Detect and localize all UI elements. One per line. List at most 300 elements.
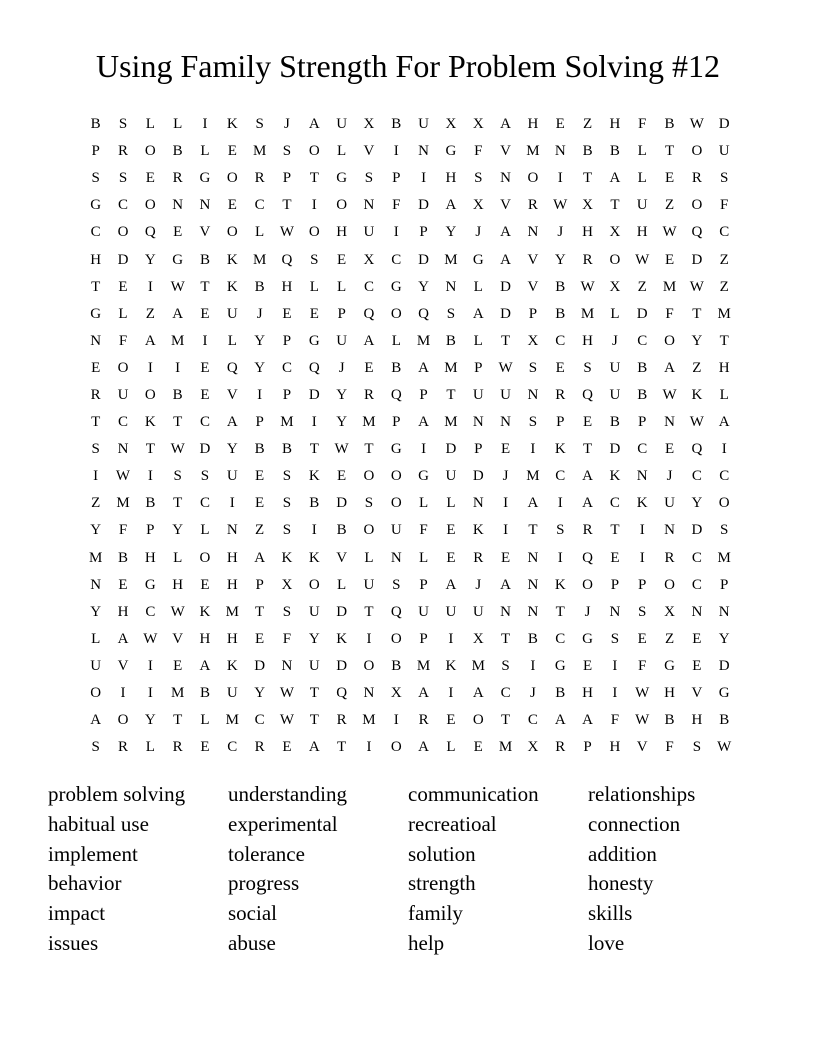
- grid-letter: M: [280, 414, 294, 431]
- grid-letter: B: [336, 522, 347, 539]
- grid-letter: A: [117, 630, 129, 647]
- grid-letter: I: [120, 685, 126, 702]
- grid-letter: G: [472, 251, 484, 268]
- grid-letter: I: [448, 630, 454, 647]
- grid-letter: U: [117, 386, 129, 403]
- grid-letter: Y: [144, 251, 156, 268]
- grid-letter: W: [334, 441, 349, 458]
- grid-letter: X: [363, 251, 375, 268]
- grid-letter: I: [147, 685, 153, 702]
- grid-letter: O: [582, 576, 593, 593]
- grid-letter: M: [471, 657, 485, 674]
- grid-letter: I: [147, 468, 153, 485]
- grid-letter: O: [117, 712, 129, 729]
- word-list-item: implement: [48, 841, 138, 866]
- grid-letter: H: [117, 603, 129, 620]
- grid-letter: C: [609, 495, 620, 512]
- grid-letter: J: [475, 576, 482, 593]
- grid-letter: O: [527, 170, 539, 187]
- grid-letter: E: [309, 305, 319, 322]
- grid-letter: S: [364, 495, 374, 512]
- grid-letter: O: [117, 359, 129, 376]
- grid-letter: W: [635, 685, 650, 702]
- grid-letter: Q: [363, 305, 375, 322]
- grid-letter: I: [147, 657, 153, 674]
- grid-letter: L: [391, 332, 401, 349]
- grid-letter: X: [527, 739, 539, 756]
- grid-letter: J: [256, 305, 263, 322]
- grid-letter: A: [308, 116, 320, 133]
- grid-letter: O: [308, 576, 320, 593]
- grid-letter: H: [664, 685, 675, 702]
- grid-letter: L: [200, 143, 210, 160]
- grid-letter: S: [173, 468, 182, 485]
- grid-letter: G: [390, 441, 402, 458]
- grid-letter: I: [93, 468, 99, 485]
- grid-letter: M: [362, 414, 376, 431]
- word-list-item: relationships: [588, 782, 696, 806]
- word-list-item: communication: [408, 782, 539, 806]
- grid-letter: H: [199, 630, 211, 647]
- grid-letter: W: [170, 441, 185, 458]
- grid-letter: S: [583, 359, 592, 376]
- grid-letter: S: [255, 116, 264, 133]
- grid-letter: Q: [691, 441, 703, 458]
- grid-letter: X: [664, 603, 675, 620]
- grid-letter: F: [665, 305, 674, 322]
- grid-letter: N: [390, 549, 402, 566]
- grid-letter: M: [252, 143, 267, 160]
- grid-letter: N: [445, 278, 457, 295]
- grid-letter: P: [392, 170, 401, 187]
- grid-letter: L: [610, 305, 620, 322]
- grid-letter: X: [527, 332, 539, 349]
- grid-letter: P: [282, 332, 292, 349]
- grid-letter: Y: [226, 441, 238, 458]
- grid-letter: J: [584, 603, 591, 620]
- grid-letter: M: [362, 712, 376, 729]
- grid-letter: W: [717, 739, 732, 756]
- grid-row: [82, 138, 738, 165]
- grid-letter: U: [609, 359, 621, 376]
- grid-letter: B: [254, 278, 265, 295]
- grid-letter: D: [336, 495, 348, 512]
- grid-letter: P: [638, 576, 647, 593]
- grid-letter: F: [610, 712, 620, 729]
- grid-letter: E: [227, 197, 237, 214]
- grid-letter: S: [91, 739, 100, 756]
- grid-letter: M: [444, 359, 458, 376]
- page-title: Using Family Strength For Problem Solving #12: [95, 48, 721, 84]
- grid-letter: A: [582, 468, 593, 485]
- grid-letter: X: [445, 116, 457, 133]
- letter-grid: [82, 111, 738, 761]
- word-list-item: tolerance: [228, 841, 305, 866]
- grid-letter: B: [199, 685, 210, 702]
- grid-letter: Z: [582, 116, 593, 133]
- grid-letter: A: [418, 739, 430, 756]
- grid-letter: S: [282, 468, 292, 485]
- grid-letter: P: [419, 576, 428, 593]
- grid-letter: N: [90, 332, 102, 349]
- grid-letter: C: [555, 468, 566, 485]
- grid-row: [82, 409, 738, 436]
- grid-letter: L: [719, 386, 729, 403]
- grid-letter: K: [554, 576, 566, 593]
- grid-letter: H: [582, 332, 593, 349]
- grid-letter: J: [502, 468, 509, 485]
- word-column: [228, 780, 408, 959]
- grid-letter: L: [446, 739, 456, 756]
- grid-letter: F: [638, 116, 647, 133]
- grid-letter: I: [202, 116, 208, 133]
- grid-letter: E: [337, 251, 347, 268]
- grid-letter: H: [90, 251, 102, 268]
- grid-letter: L: [473, 278, 483, 295]
- grid-letter: A: [445, 197, 457, 214]
- grid-letter: T: [309, 170, 319, 187]
- grid-letter: X: [390, 685, 402, 702]
- grid-letter: M: [116, 495, 130, 512]
- grid-letter: F: [282, 630, 292, 647]
- grid-letter: Z: [255, 522, 265, 539]
- grid-letter: A: [500, 224, 511, 241]
- grid-letter: L: [91, 630, 101, 647]
- grid-letter: S: [610, 630, 620, 647]
- grid-letter: O: [363, 522, 375, 539]
- word-list-item: understanding: [228, 782, 347, 806]
- grid-letter: N: [226, 522, 238, 539]
- grid-letter: I: [147, 278, 153, 295]
- grid-letter: T: [719, 332, 729, 349]
- grid-letter: S: [364, 170, 374, 187]
- grid-row: [82, 680, 738, 707]
- grid-letter: E: [446, 522, 456, 539]
- grid-letter: M: [444, 414, 458, 431]
- grid-letter: V: [172, 630, 184, 647]
- grid-letter: Y: [445, 224, 457, 241]
- grid-letter: I: [639, 522, 645, 539]
- grid-letter: F: [118, 522, 128, 539]
- grid-letter: H: [527, 116, 539, 133]
- grid-letter: E: [555, 116, 565, 133]
- grid-letter: N: [664, 522, 675, 539]
- grid-letter: N: [281, 657, 293, 674]
- grid-letter: I: [311, 414, 317, 431]
- grid-letter: K: [226, 657, 238, 674]
- grid-letter: H: [582, 224, 593, 241]
- grid-letter: U: [609, 386, 621, 403]
- grid-letter: T: [582, 170, 593, 187]
- grid-letter: S: [692, 739, 702, 756]
- grid-letter: M: [526, 468, 540, 485]
- grid-letter: N: [527, 603, 539, 620]
- grid-letter: H: [226, 549, 238, 566]
- grid-letter: N: [691, 603, 703, 620]
- grid-letter: G: [718, 685, 730, 702]
- grid-letter: V: [636, 739, 648, 756]
- grid-letter: T: [364, 441, 374, 458]
- grid-letter: E: [227, 143, 237, 160]
- grid-letter: I: [175, 359, 181, 376]
- grid-letter: B: [664, 116, 675, 133]
- grid-letter: B: [609, 414, 620, 431]
- grid-letter: P: [419, 630, 428, 647]
- grid-letter: N: [500, 603, 511, 620]
- word-column: [588, 780, 768, 959]
- grid-letter: V: [500, 143, 511, 160]
- grid-letter: E: [282, 305, 292, 322]
- grid-letter: A: [500, 576, 511, 593]
- grid-letter: W: [580, 278, 595, 295]
- grid-letter: L: [309, 278, 319, 295]
- grid-letter: I: [530, 657, 536, 674]
- grid-letter: X: [363, 116, 375, 133]
- grid-letter: E: [200, 305, 210, 322]
- grid-letter: T: [145, 441, 155, 458]
- grid-letter: D: [691, 251, 703, 268]
- grid-letter: C: [117, 197, 128, 214]
- grid-letter: H: [445, 170, 457, 187]
- grid-letter: A: [90, 712, 102, 729]
- grid-letter: U: [445, 468, 457, 485]
- grid-letter: W: [635, 251, 650, 268]
- grid-letter: M: [170, 685, 185, 702]
- grid-letter: M: [498, 739, 513, 756]
- grid-letter: O: [226, 170, 238, 187]
- grid-letter: K: [144, 414, 156, 431]
- word-list-item: progress: [228, 871, 300, 896]
- grid-letter: V: [199, 224, 211, 241]
- grid-letter: G: [90, 305, 102, 322]
- grid-letter: S: [528, 414, 538, 431]
- grid-letter: O: [90, 685, 102, 702]
- grid-letter: L: [337, 278, 347, 295]
- grid-letter: A: [418, 685, 430, 702]
- grid-letter: C: [691, 549, 702, 566]
- grid-letter: R: [172, 739, 183, 756]
- grid-letter: A: [172, 305, 184, 322]
- grid-letter: T: [91, 278, 101, 295]
- grid-letter: A: [554, 712, 566, 729]
- grid-letter: T: [582, 441, 593, 458]
- grid-letter: D: [418, 251, 430, 268]
- grid-letter: T: [664, 143, 675, 160]
- grid-letter: L: [173, 116, 183, 133]
- grid-letter: B: [719, 712, 730, 729]
- grid-letter: Q: [582, 549, 593, 566]
- grid-letter: I: [393, 712, 399, 729]
- grid-letter: E: [282, 739, 292, 756]
- grid-letter: N: [636, 468, 648, 485]
- grid-letter: Z: [664, 197, 675, 214]
- grid-letter: D: [609, 441, 621, 458]
- grid-letter: S: [720, 170, 729, 187]
- grid-letter: F: [392, 197, 401, 214]
- grid-letter: E: [473, 739, 483, 756]
- grid-letter: E: [173, 224, 183, 241]
- grid-letter: O: [363, 468, 375, 485]
- grid-letter: H: [609, 116, 621, 133]
- grid-letter: Y: [172, 522, 184, 539]
- grid-letter: N: [527, 224, 539, 241]
- grid-letter: C: [719, 468, 730, 485]
- grid-letter: P: [556, 414, 565, 431]
- grid-letter: T: [309, 685, 319, 702]
- grid-letter: D: [445, 441, 457, 458]
- grid-letter: V: [117, 657, 129, 674]
- grid-letter: P: [282, 386, 292, 403]
- grid-letter: L: [227, 332, 237, 349]
- grid-letter: M: [88, 549, 103, 566]
- grid-letter: U: [472, 603, 484, 620]
- grid-letter: Y: [336, 386, 348, 403]
- grid-letter: Z: [692, 359, 702, 376]
- grid-row: [82, 626, 738, 653]
- word-column: [408, 780, 588, 959]
- grid-letter: S: [118, 170, 128, 187]
- grid-letter: N: [500, 170, 511, 187]
- grid-letter: T: [692, 305, 702, 322]
- grid-letter: S: [392, 576, 401, 593]
- grid-letter: D: [308, 386, 320, 403]
- grid-letter: F: [665, 739, 674, 756]
- grid-letter: R: [691, 170, 702, 187]
- grid-letter: U: [418, 603, 430, 620]
- grid-letter: P: [528, 305, 538, 322]
- grid-letter: H: [691, 712, 703, 729]
- grid-letter: R: [664, 549, 675, 566]
- grid-letter: L: [173, 549, 183, 566]
- grid-letter: Z: [637, 278, 647, 295]
- grid-letter: W: [279, 712, 295, 729]
- grid-letter: O: [226, 224, 238, 241]
- word-list-item: social: [228, 901, 277, 926]
- grid-letter: A: [199, 657, 211, 674]
- grid-letter: S: [446, 305, 456, 322]
- grid-letter: G: [390, 278, 402, 295]
- grid-letter: K: [226, 278, 238, 295]
- grid-letter: N: [90, 576, 102, 593]
- grid-letter: M: [225, 712, 239, 729]
- grid-letter: H: [718, 359, 730, 376]
- grid-letter: T: [173, 414, 183, 431]
- grid-letter: W: [115, 468, 131, 485]
- grid-letter: T: [501, 712, 511, 729]
- grid-letter: I: [229, 495, 235, 512]
- grid-letter: M: [416, 332, 431, 349]
- grid-letter: E: [173, 657, 183, 674]
- grid-letter: G: [336, 170, 348, 187]
- grid-letter: K: [472, 522, 484, 539]
- grid-letter: D: [254, 657, 266, 674]
- grid-letter: S: [556, 522, 565, 539]
- grid-letter: C: [117, 414, 128, 431]
- grid-letter: B: [172, 386, 183, 403]
- grid-letter: I: [557, 495, 563, 512]
- grid-letter: E: [664, 251, 675, 268]
- grid-row: [82, 599, 738, 626]
- grid-letter: D: [718, 657, 730, 674]
- grid-letter: I: [612, 685, 618, 702]
- grid-letter: H: [226, 576, 238, 593]
- grid-letter: C: [145, 603, 156, 620]
- grid-letter: P: [146, 522, 155, 539]
- grid-letter: R: [117, 739, 128, 756]
- grid-letter: B: [555, 685, 566, 702]
- word-list-item: abuse: [228, 930, 276, 955]
- grid-letter: D: [500, 305, 511, 322]
- grid-letter: I: [366, 630, 372, 647]
- grid-letter: O: [390, 739, 402, 756]
- grid-letter: N: [718, 603, 730, 620]
- grid-letter: D: [418, 197, 430, 214]
- grid-letter: M: [252, 251, 267, 268]
- grid-letter: B: [254, 441, 265, 458]
- grid-letter: X: [609, 224, 621, 241]
- grid-letter: S: [528, 359, 538, 376]
- grid-letter: S: [200, 468, 210, 485]
- grid-letter: O: [144, 197, 156, 214]
- grid-letter: B: [555, 305, 566, 322]
- grid-letter: P: [610, 576, 620, 593]
- grid-letter: V: [226, 386, 238, 403]
- grid-letter: O: [718, 495, 730, 512]
- grid-letter: I: [421, 441, 427, 458]
- grid-letter: I: [639, 549, 645, 566]
- grid-letter: I: [530, 441, 536, 458]
- grid-letter: U: [472, 386, 484, 403]
- grid-letter: H: [582, 685, 593, 702]
- grid-letter: N: [172, 197, 184, 214]
- grid-letter: O: [664, 332, 675, 349]
- grid-letter: G: [308, 332, 320, 349]
- grid-letter: R: [90, 386, 101, 403]
- grid-letter: C: [555, 630, 566, 647]
- grid-letter: A: [582, 495, 593, 512]
- grid-letter: Y: [254, 685, 266, 702]
- grid-letter: J: [284, 116, 290, 133]
- grid-letter: Y: [90, 522, 102, 539]
- grid-letter: X: [582, 197, 593, 214]
- grid-letter: S: [282, 495, 292, 512]
- grid-letter: M: [416, 657, 431, 674]
- grid-letter: U: [664, 495, 675, 512]
- grid-letter: W: [143, 630, 158, 647]
- grid-letter: R: [527, 197, 538, 214]
- grid-letter: U: [336, 116, 348, 133]
- grid-letter: E: [582, 657, 593, 674]
- grid-letter: L: [118, 305, 128, 322]
- grid-letter: C: [637, 332, 648, 349]
- grid-letter: E: [364, 359, 374, 376]
- grid-letter: S: [91, 170, 100, 187]
- grid-letter: C: [254, 197, 265, 214]
- grid-row: [82, 517, 738, 544]
- grid-row: [82, 653, 738, 680]
- grid-letter: F: [118, 332, 128, 349]
- grid-row: [82, 111, 738, 138]
- grid-letter: Y: [336, 414, 348, 431]
- grid-letter: D: [336, 603, 348, 620]
- grid-letter: T: [200, 278, 210, 295]
- grid-letter: L: [419, 549, 429, 566]
- word-list-item: love: [588, 930, 625, 955]
- grid-letter: L: [446, 495, 456, 512]
- grid-letter: U: [636, 197, 648, 214]
- grid-letter: A: [226, 414, 238, 431]
- grid-letter: X: [609, 278, 621, 295]
